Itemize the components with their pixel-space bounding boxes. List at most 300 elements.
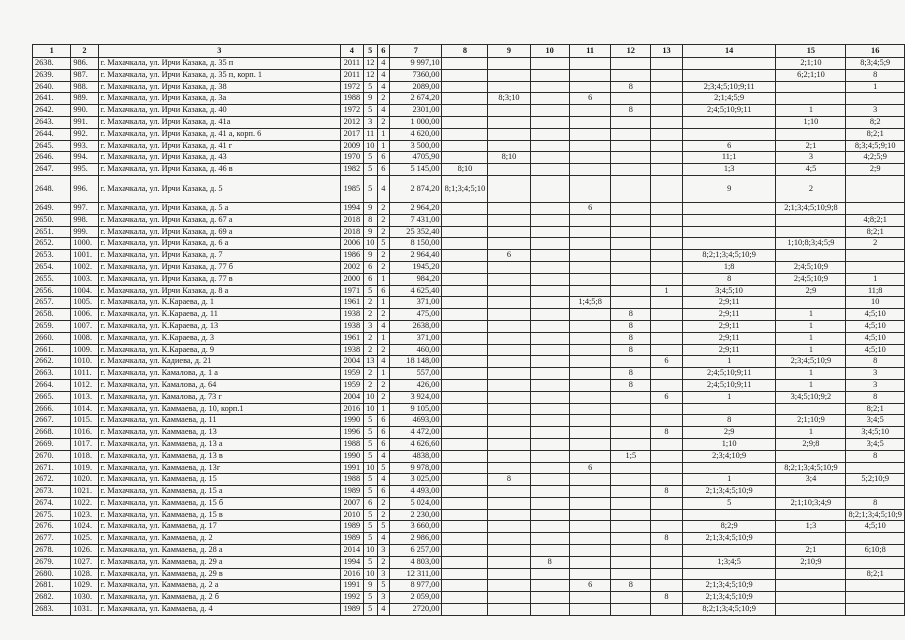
table-cell-col-1: 2676. <box>33 521 71 533</box>
table-cell-col-15 <box>776 450 846 462</box>
table-cell-col-10 <box>530 533 569 545</box>
table-cell-col-11 <box>569 332 611 344</box>
table-row <box>33 438 905 450</box>
table-cell-col-15: 8;2;1;3;4;5;10;9 <box>776 462 846 474</box>
table-cell-col-6: 3 <box>377 568 389 580</box>
table-row <box>33 545 905 557</box>
table-cell-col-6: 2 <box>377 344 389 356</box>
table-cell-col-1: 2656. <box>33 285 71 297</box>
table-cell-col-1: 2683. <box>33 604 71 616</box>
table-cell-col-12 <box>611 140 651 152</box>
table-cell-col-14 <box>682 509 776 521</box>
table-cell-col-4: 2006 <box>340 238 363 250</box>
table-cell-col-12 <box>611 116 651 128</box>
table-cell-col-6: 1 <box>377 273 389 285</box>
table-cell-col-10 <box>530 309 569 321</box>
table-cell-col-13 <box>651 450 683 462</box>
table-cell-col-2: 1008. <box>71 332 98 344</box>
table-row <box>33 509 905 521</box>
column-header-16: 16 <box>846 45 905 58</box>
table-cell-col-7: 2 964,40 <box>390 250 442 262</box>
table-cell-col-9 <box>488 202 530 214</box>
table-cell-col-2: 1026. <box>71 545 98 557</box>
table-cell-col-2: 1011. <box>71 368 98 380</box>
table-cell-col-8 <box>442 128 488 140</box>
table-cell-col-3: г. Махачкала, ул. Ирчи Казака, д. 3а <box>98 93 340 105</box>
table-cell-col-2: 993. <box>71 140 98 152</box>
table-cell-col-10 <box>530 379 569 391</box>
table-cell-col-8 <box>442 356 488 368</box>
table-cell-col-5: 10 <box>363 545 377 557</box>
table-cell-col-15: 2;1;10;9 <box>776 415 846 427</box>
table-cell-col-3: г. Махачкала, ул. Ирчи Казака, д. 46 в <box>98 164 340 176</box>
table-cell-col-4: 1971 <box>340 285 363 297</box>
table-cell-col-11: 6 <box>569 93 611 105</box>
table-cell-col-14: 2;1;3;4;5;10;9 <box>682 533 776 545</box>
column-header-11: 11 <box>569 45 611 58</box>
table-cell-col-9 <box>488 128 530 140</box>
table-cell-col-10 <box>530 474 569 486</box>
table-cell-col-6: 2 <box>377 509 389 521</box>
table-cell-col-8 <box>442 238 488 250</box>
table-cell-col-6: 6 <box>377 415 389 427</box>
table-cell-col-11 <box>569 486 611 498</box>
table-cell-col-1: 2679. <box>33 556 71 568</box>
table-cell-col-8 <box>442 580 488 592</box>
column-header-8: 8 <box>442 45 488 58</box>
table-cell-col-7: 4 625,40 <box>390 285 442 297</box>
table-cell-col-14: 2;9 <box>682 427 776 439</box>
table-cell-col-14 <box>682 58 776 70</box>
table-cell-col-16: 8;2;1 <box>846 226 905 238</box>
table-cell-col-1: 2651. <box>33 226 71 238</box>
table-cell-col-11 <box>569 604 611 616</box>
table-cell-col-9 <box>488 332 530 344</box>
table-cell-col-12 <box>611 486 651 498</box>
table-cell-col-9 <box>488 164 530 176</box>
table-cell-col-4: 1961 <box>340 332 363 344</box>
table-cell-col-8 <box>442 568 488 580</box>
table-cell-col-5: 11 <box>363 128 377 140</box>
table-cell-col-7: 2 874,20 <box>390 175 442 202</box>
table-row <box>33 69 905 81</box>
table-cell-col-13 <box>651 128 683 140</box>
table-cell-col-4: 1959 <box>340 368 363 380</box>
table-cell-col-12: 8 <box>611 332 651 344</box>
table-cell-col-11 <box>569 285 611 297</box>
table-cell-col-3: г. Махачкала, ул. Ирчи Казака, д. 77 в <box>98 273 340 285</box>
table-row <box>33 202 905 214</box>
table-cell-col-11 <box>569 592 611 604</box>
column-header-6: 6 <box>377 45 389 58</box>
table-cell-col-3: г. Махачкала, ул. Каммаева, д. 13 а <box>98 438 340 450</box>
table-cell-col-3: г. Махачкала, ул. Каммаева, д. 29 в <box>98 568 340 580</box>
table-cell-col-8 <box>442 415 488 427</box>
table-cell-col-1: 2667. <box>33 415 71 427</box>
table-cell-col-14: 1;3 <box>682 164 776 176</box>
table-cell-col-8 <box>442 309 488 321</box>
table-cell-col-2: 996. <box>71 175 98 202</box>
table-cell-col-6: 2 <box>377 261 389 273</box>
table-cell-col-16 <box>846 556 905 568</box>
table-cell-col-13 <box>651 556 683 568</box>
table-cell-col-12 <box>611 273 651 285</box>
table-cell-col-14: 8;2;1;3;4;5;10;9 <box>682 250 776 262</box>
table-row <box>33 297 905 309</box>
table-cell-col-14: 5 <box>682 497 776 509</box>
table-row <box>33 285 905 297</box>
table-cell-col-14 <box>682 128 776 140</box>
table-cell-col-10 <box>530 69 569 81</box>
table-cell-col-4: 1985 <box>340 175 363 202</box>
table-cell-col-14 <box>682 545 776 557</box>
table-cell-col-8 <box>442 152 488 164</box>
table-cell-col-13 <box>651 309 683 321</box>
table-cell-col-6: 1 <box>377 403 389 415</box>
table-cell-col-4: 1988 <box>340 93 363 105</box>
table-cell-col-16: 8;2;1 <box>846 403 905 415</box>
column-header-1: 1 <box>33 45 71 58</box>
table-cell-col-14 <box>682 568 776 580</box>
table-cell-col-2: 1001. <box>71 250 98 262</box>
table-cell-col-3: г. Махачкала, ул. Камалова, д. 64 <box>98 379 340 391</box>
table-cell-col-15 <box>776 93 846 105</box>
table-cell-col-15 <box>776 533 846 545</box>
table-cell-col-11: 6 <box>569 202 611 214</box>
table-cell-col-13 <box>651 69 683 81</box>
table-cell-col-5: 5 <box>363 450 377 462</box>
table-cell-col-15 <box>776 604 846 616</box>
table-row <box>33 592 905 604</box>
table-cell-col-15: 1;3 <box>776 521 846 533</box>
column-header-5: 5 <box>363 45 377 58</box>
table-cell-col-15: 2;3;4;5;10;9 <box>776 356 846 368</box>
table-cell-col-4: 2018 <box>340 226 363 238</box>
table-cell-col-13 <box>651 604 683 616</box>
table-cell-col-3: г. Махачкала, ул. Ирчи Казака, д. 38 <box>98 81 340 93</box>
table-cell-col-15: 1 <box>776 379 846 391</box>
table-row <box>33 175 905 202</box>
table-cell-col-5: 5 <box>363 164 377 176</box>
table-row <box>33 415 905 427</box>
table-cell-col-2: 998. <box>71 214 98 226</box>
table-cell-col-2: 1028. <box>71 568 98 580</box>
table-cell-col-16 <box>846 592 905 604</box>
table-cell-col-7: 2 059,00 <box>390 592 442 604</box>
table-cell-col-8 <box>442 368 488 380</box>
table-cell-col-12 <box>611 285 651 297</box>
table-cell-col-7: 371,00 <box>390 297 442 309</box>
table-cell-col-3: г. Махачкала, ул. Камалова, д. 73 г <box>98 391 340 403</box>
table-cell-col-7: 3 660,00 <box>390 521 442 533</box>
table-cell-col-10 <box>530 226 569 238</box>
table-cell-col-3: г. Махачкала, ул. Каммаева, д. 10, корп.1 <box>98 403 340 415</box>
table-cell-col-9: 8;10 <box>488 152 530 164</box>
table-cell-col-7: 4693,00 <box>390 415 442 427</box>
table-cell-col-15: 3;4;5;10;9;2 <box>776 391 846 403</box>
table-cell-col-6: 1 <box>377 368 389 380</box>
table-row <box>33 533 905 545</box>
table-cell-col-2: 1016. <box>71 427 98 439</box>
table-cell-col-11 <box>569 427 611 439</box>
table-cell-col-7: 475,00 <box>390 309 442 321</box>
table-cell-col-8 <box>442 450 488 462</box>
table-cell-col-12: 8 <box>611 368 651 380</box>
table-cell-col-4: 1989 <box>340 533 363 545</box>
table-cell-col-15: 1;10;8;3;4;5;9 <box>776 238 846 250</box>
table-cell-col-3: г. Махачкала, ул. Каммаева, д. 29 а <box>98 556 340 568</box>
table-cell-col-9: 8;3;10 <box>488 93 530 105</box>
table-cell-col-5: 10 <box>363 568 377 580</box>
table-cell-col-13 <box>651 226 683 238</box>
table-cell-col-5: 5 <box>363 175 377 202</box>
table-row <box>33 116 905 128</box>
table-cell-col-3: г. Махачкала, ул. Ирчи Казака, д. 6 а <box>98 238 340 250</box>
table-cell-col-13: 8 <box>651 427 683 439</box>
table-cell-col-15: 2;4;5;10;9 <box>776 261 846 273</box>
table-cell-col-14: 1;8 <box>682 261 776 273</box>
table-cell-col-7: 7360,00 <box>390 69 442 81</box>
table-row <box>33 462 905 474</box>
table-cell-col-11 <box>569 214 611 226</box>
table-cell-col-1: 2670. <box>33 450 71 462</box>
table-cell-col-15: 2;9 <box>776 285 846 297</box>
table-cell-col-6: 1 <box>377 140 389 152</box>
table-cell-col-2: 1012. <box>71 379 98 391</box>
table-cell-col-3: г. Махачкала, ул. Ирчи Казака, д. 67 а <box>98 214 340 226</box>
table-cell-col-2: 1009. <box>71 344 98 356</box>
table-cell-col-6: 4 <box>377 105 389 117</box>
table-cell-col-3: г. Махачкала, ул. Каммаева, д. 2 а <box>98 580 340 592</box>
table-cell-col-9 <box>488 403 530 415</box>
table-cell-col-12 <box>611 226 651 238</box>
table-cell-col-7: 4 493,00 <box>390 486 442 498</box>
table-row <box>33 344 905 356</box>
table-cell-col-3: г. Махачкала, ул. Ирчи Казака, д. 7 <box>98 250 340 262</box>
table-cell-col-1: 2660. <box>33 332 71 344</box>
table-cell-col-11 <box>569 521 611 533</box>
table-row <box>33 556 905 568</box>
table-cell-col-16: 1 <box>846 81 905 93</box>
table-cell-col-16 <box>846 533 905 545</box>
table-cell-col-15 <box>776 592 846 604</box>
table-cell-col-4: 1988 <box>340 474 363 486</box>
table-cell-col-10 <box>530 128 569 140</box>
column-header-4: 4 <box>340 45 363 58</box>
table-cell-col-9 <box>488 309 530 321</box>
table-cell-col-5: 3 <box>363 320 377 332</box>
column-header-13: 13 <box>651 45 683 58</box>
table-cell-col-6: 6 <box>377 438 389 450</box>
table-cell-col-16: 2 <box>846 238 905 250</box>
table-cell-col-7: 426,00 <box>390 379 442 391</box>
table-cell-col-11 <box>569 568 611 580</box>
table-cell-col-1: 2655. <box>33 273 71 285</box>
table-cell-col-16: 8 <box>846 391 905 403</box>
table-cell-col-14: 2;4;5;10;9;11 <box>682 379 776 391</box>
table-cell-col-6: 2 <box>377 391 389 403</box>
table-cell-col-3: г. Махачкала, ул. Каммаева, д. 2 б <box>98 592 340 604</box>
table-cell-col-1: 2643. <box>33 116 71 128</box>
table-row <box>33 332 905 344</box>
table-cell-col-10 <box>530 320 569 332</box>
table-cell-col-7: 2 986,00 <box>390 533 442 545</box>
table-cell-col-16: 3 <box>846 379 905 391</box>
table-cell-col-14: 2;9;11 <box>682 320 776 332</box>
table-cell-col-10 <box>530 391 569 403</box>
table-cell-col-16: 4;5;10 <box>846 521 905 533</box>
table-cell-col-5: 2 <box>363 344 377 356</box>
table-cell-col-16: 11;8 <box>846 285 905 297</box>
table-cell-col-9 <box>488 379 530 391</box>
table-cell-col-16: 3 <box>846 368 905 380</box>
table-cell-col-9 <box>488 462 530 474</box>
table-cell-col-6: 2 <box>377 93 389 105</box>
table-cell-col-6: 2 <box>377 250 389 262</box>
table-cell-col-3: г. Махачкала, ул. Кадиева, д. 21 <box>98 356 340 368</box>
table-cell-col-2: 988. <box>71 81 98 93</box>
table-cell-col-1: 2649. <box>33 202 71 214</box>
table-cell-col-2: 1018. <box>71 450 98 462</box>
table-cell-col-4: 1991 <box>340 462 363 474</box>
table-cell-col-9 <box>488 356 530 368</box>
table-cell-col-13 <box>651 462 683 474</box>
table-row <box>33 214 905 226</box>
table-cell-col-14 <box>682 226 776 238</box>
table-cell-col-1: 2657. <box>33 297 71 309</box>
table-cell-col-12: 8 <box>611 344 651 356</box>
table-cell-col-7: 371,00 <box>390 332 442 344</box>
table-cell-col-14: 2;1;3;4;5;10;9 <box>682 486 776 498</box>
table-cell-col-7: 18 148,00 <box>390 356 442 368</box>
table-cell-col-8 <box>442 592 488 604</box>
table-cell-col-5: 3 <box>363 116 377 128</box>
table-cell-col-1: 2640. <box>33 81 71 93</box>
table-cell-col-11 <box>569 273 611 285</box>
table-cell-col-8 <box>442 320 488 332</box>
table-cell-col-16: 8;2 <box>846 116 905 128</box>
table-cell-col-15: 2;1 <box>776 545 846 557</box>
table-cell-col-12: 1;5 <box>611 450 651 462</box>
table-cell-col-12 <box>611 403 651 415</box>
table-cell-col-4: 2014 <box>340 545 363 557</box>
table-cell-col-3: г. Махачкала, ул. Каммаева, д. 4 <box>98 604 340 616</box>
table-cell-col-6: 4 <box>377 474 389 486</box>
table-cell-col-5: 9 <box>363 202 377 214</box>
table-cell-col-8 <box>442 93 488 105</box>
table-cell-col-3: г. Махачкала, ул. Каммаева, д. 15 а <box>98 486 340 498</box>
table-cell-col-4: 2009 <box>340 140 363 152</box>
table-cell-col-12 <box>611 58 651 70</box>
table-cell-col-15 <box>776 403 846 415</box>
table-cell-col-5: 2 <box>363 309 377 321</box>
table-cell-col-8 <box>442 521 488 533</box>
table-cell-col-9 <box>488 391 530 403</box>
table-cell-col-3: г. Махачкала, ул. Ирчи Казака, д. 69 а <box>98 226 340 238</box>
table-cell-col-3: г. Махачкала, ул. К.Караева, д. 13 <box>98 320 340 332</box>
register-table <box>32 44 905 616</box>
table-cell-col-13 <box>651 250 683 262</box>
table-cell-col-7: 3 025,00 <box>390 474 442 486</box>
table-cell-col-12 <box>611 474 651 486</box>
table-cell-col-11 <box>569 344 611 356</box>
table-cell-col-6: 5 <box>377 238 389 250</box>
table-cell-col-15: 2;9;8 <box>776 438 846 450</box>
table-cell-col-1: 2674. <box>33 497 71 509</box>
table-cell-col-2: 989. <box>71 93 98 105</box>
table-cell-col-11 <box>569 58 611 70</box>
table-cell-col-6: 2 <box>377 116 389 128</box>
table-cell-col-5: 5 <box>363 486 377 498</box>
table-cell-col-11 <box>569 69 611 81</box>
table-cell-col-14: 2;3;4;10;9 <box>682 450 776 462</box>
column-header-9: 9 <box>488 45 530 58</box>
table-cell-col-15 <box>776 486 846 498</box>
table-cell-col-6: 4 <box>377 69 389 81</box>
table-cell-col-15 <box>776 128 846 140</box>
table-cell-col-10 <box>530 604 569 616</box>
table-cell-col-9 <box>488 238 530 250</box>
table-cell-col-14: 2;9;11 <box>682 344 776 356</box>
table-cell-col-1: 2669. <box>33 438 71 450</box>
table-cell-col-4: 1938 <box>340 309 363 321</box>
table-cell-col-13: 1 <box>651 285 683 297</box>
table-cell-col-13 <box>651 261 683 273</box>
table-cell-col-13 <box>651 545 683 557</box>
table-cell-col-11 <box>569 238 611 250</box>
table-cell-col-10 <box>530 238 569 250</box>
table-cell-col-7: 2 230,00 <box>390 509 442 521</box>
table-cell-col-9 <box>488 81 530 93</box>
table-cell-col-7: 7 431,00 <box>390 214 442 226</box>
table-cell-col-1: 2681. <box>33 580 71 592</box>
table-cell-col-5: 2 <box>363 379 377 391</box>
table-cell-col-2: 999. <box>71 226 98 238</box>
table-cell-col-9 <box>488 261 530 273</box>
table-cell-col-16: 8 <box>846 69 905 81</box>
table-cell-col-14: 2;9;11 <box>682 332 776 344</box>
table-cell-col-6: 5 <box>377 580 389 592</box>
table-cell-col-7: 460,00 <box>390 344 442 356</box>
table-cell-col-5: 6 <box>363 273 377 285</box>
table-cell-col-2: 1020. <box>71 474 98 486</box>
table-cell-col-6: 6 <box>377 427 389 439</box>
table-cell-col-12 <box>611 497 651 509</box>
table-cell-col-6: 4 <box>377 450 389 462</box>
table-cell-col-14: 2;1;3;4;5;10;9 <box>682 592 776 604</box>
table-cell-col-9 <box>488 344 530 356</box>
table-cell-col-15: 6;2;1;10 <box>776 69 846 81</box>
table-cell-col-1: 2659. <box>33 320 71 332</box>
table-row <box>33 391 905 403</box>
table-cell-col-12 <box>611 356 651 368</box>
table-cell-col-5: 9 <box>363 580 377 592</box>
table-cell-col-9 <box>488 297 530 309</box>
table-cell-col-12: 8 <box>611 320 651 332</box>
table-cell-col-2: 1003. <box>71 273 98 285</box>
table-cell-col-7: 5 024,00 <box>390 497 442 509</box>
table-cell-col-2: 1022. <box>71 497 98 509</box>
table-cell-col-15: 1 <box>776 332 846 344</box>
table-cell-col-16: 5;2;10;9 <box>846 474 905 486</box>
table-cell-col-5: 10 <box>363 391 377 403</box>
table-cell-col-3: г. Махачкала, ул. Ирчи Казака, д. 35 п, корп. 1 <box>98 69 340 81</box>
table-cell-col-11 <box>569 556 611 568</box>
table-cell-col-15: 2;1 <box>776 140 846 152</box>
table-cell-col-5: 2 <box>363 368 377 380</box>
table-cell-col-10 <box>530 202 569 214</box>
table-cell-col-9 <box>488 368 530 380</box>
